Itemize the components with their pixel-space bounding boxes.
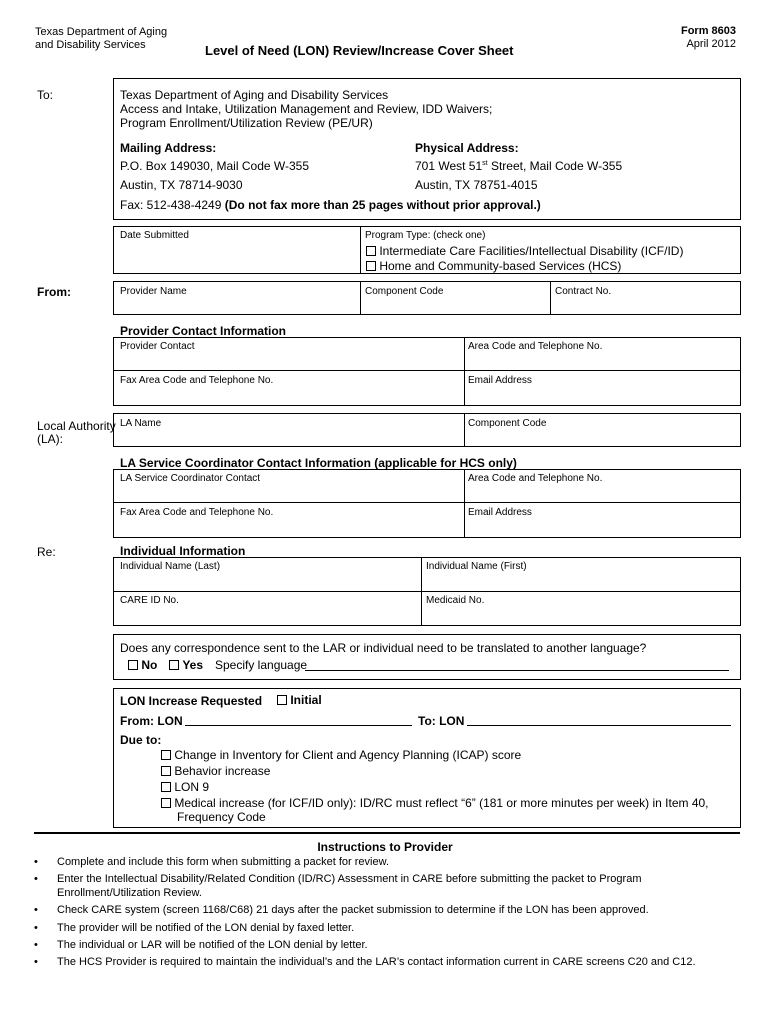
to-label: To: — [37, 88, 54, 102]
to-line2: Access and Intake, Utilization Management and Review, IDD Waivers; — [120, 102, 493, 116]
translation-yes-option[interactable]: Yes — [169, 658, 203, 672]
mailing-line1: P.O. Box 149030, Mail Code W-355 — [120, 159, 309, 173]
from-label: From: — [37, 285, 71, 299]
form-title: Level of Need (LON) Review/Increase Cover Sheet — [205, 43, 514, 58]
due-to-label: Due to: — [120, 733, 162, 747]
icap-checkbox[interactable] — [161, 750, 171, 760]
to-lon-label: To: LON — [418, 714, 465, 728]
individual-info-heading: Individual Information — [120, 544, 246, 558]
provider-name-field[interactable]: Provider Name — [120, 286, 187, 297]
provider-contact-box — [113, 337, 741, 406]
option-icf[interactable]: Intermediate Care Facilities/Intellectual Disability (ICF/ID) — [366, 244, 683, 258]
instruction-item: • The provider will be notified of the LON denial by faxed letter. — [34, 921, 355, 934]
la-coordinator-fax-field[interactable]: Fax Area Code and Telephone No. — [120, 507, 274, 518]
individual-last-name-field[interactable]: Individual Name (Last) — [120, 561, 221, 572]
instruction-item: • The HCS Provider is required to maintain the individual’s and the LAR’s contact information current in CARE screens C20 and C12. — [34, 955, 696, 968]
mailing-line2: Austin, TX 78714-9030 — [120, 178, 243, 192]
la-row-box — [113, 413, 741, 447]
la-name-field[interactable]: LA Name — [120, 418, 162, 429]
option-hcs[interactable]: Home and Community-based Services (HCS) — [366, 259, 621, 273]
physical-line1: 701 West 51st Street, Mail Code W-355 — [415, 159, 623, 173]
translation-question: Does any correspondence sent to the LAR or individual need to be translated to another language? — [120, 641, 647, 655]
icf-checkbox[interactable] — [366, 246, 376, 256]
provider-contact-field[interactable]: Provider Contact — [120, 341, 195, 352]
translation-no-option[interactable]: No — [128, 658, 157, 672]
no-checkbox[interactable] — [128, 660, 138, 670]
instruction-item: • Enter the Intellectual Disability/Related Condition (ID/RC) Assessment in CARE before submitting the packet to Program Enrollment/Utilization Review. — [34, 873, 642, 900]
instruction-item: • The individual or LAR will be notified of the LON denial by letter. — [34, 938, 368, 951]
section-divider — [34, 832, 740, 834]
behavior-option[interactable]: Behavior increase — [161, 764, 270, 778]
lon-increase-heading: LON Increase Requested — [120, 694, 263, 708]
behavior-checkbox[interactable] — [161, 766, 171, 776]
provider-email-field[interactable]: Email Address — [468, 375, 532, 386]
individual-first-name-field[interactable]: Individual Name (First) — [426, 561, 527, 572]
to-line3: Program Enrollment/Utilization Review (PE/UR) — [120, 116, 373, 130]
form-date: April 2012 — [686, 38, 736, 50]
contract-no-field[interactable]: Contract No. — [555, 286, 612, 297]
lon9-checkbox[interactable] — [161, 782, 171, 792]
instructions-title: Instructions to Provider — [317, 840, 453, 854]
physical-address-label: Physical Address: — [415, 141, 519, 155]
la-coordinator-heading: LA Service Coordinator Contact Information (applicable for HCS only) — [120, 456, 517, 470]
yes-checkbox[interactable] — [169, 660, 179, 670]
from-lon-line[interactable] — [185, 725, 412, 726]
to-lon-line[interactable] — [467, 725, 731, 726]
medicaid-no-field[interactable]: Medicaid No. — [426, 595, 485, 606]
instructions-list — [34, 855, 734, 972]
la-component-code-field[interactable]: Component Code — [468, 418, 547, 429]
form-id — [681, 25, 736, 51]
care-id-field[interactable]: CARE ID No. — [120, 595, 179, 606]
program-type-label: Program Type: (check one) — [365, 230, 486, 241]
provider-fax-field[interactable]: Fax Area Code and Telephone No. — [120, 375, 274, 386]
initial-checkbox[interactable] — [277, 695, 287, 705]
provider-phone-field[interactable]: Area Code and Telephone No. — [468, 341, 603, 352]
instruction-item: • Check CARE system (screen 1168/C68) 21 days after the packet submission to determine if the LON has been approved. — [34, 904, 649, 917]
fax-line: Fax: 512-438-4249 (Do not fax more than 25 pages without prior approval.) — [120, 198, 541, 212]
initial-option[interactable]: Initial — [277, 693, 322, 707]
provider-contact-heading: Provider Contact Information — [120, 324, 287, 338]
la-coordinator-email-field[interactable]: Email Address — [468, 507, 532, 518]
physical-line2: Austin, TX 78751-4015 — [415, 178, 538, 192]
provider-component-code-field[interactable]: Component Code — [365, 286, 444, 297]
from-lon-label: From: LON — [120, 714, 183, 728]
agency-line1: Texas Department of Aging — [35, 26, 168, 38]
la-coordinator-phone-field[interactable]: Area Code and Telephone No. — [468, 473, 603, 484]
la-coordinator-contact-field[interactable]: LA Service Coordinator Contact — [120, 473, 261, 484]
la-label: Local Authority (LA): — [37, 419, 116, 446]
form-number: Form 8603 — [680, 25, 736, 37]
medical-checkbox[interactable] — [161, 798, 171, 808]
mailing-address-label: Mailing Address: — [120, 141, 217, 155]
to-line1: Texas Department of Aging and Disability Services — [120, 88, 389, 102]
hcs-checkbox[interactable] — [366, 261, 376, 271]
re-label: Re: — [37, 545, 56, 559]
medical-option-line2: Frequency Code — [177, 810, 266, 824]
icap-option[interactable]: Change in Inventory for Client and Agency Planning (ICAP) score — [161, 748, 521, 762]
lon9-option[interactable]: LON 9 — [161, 780, 209, 794]
to-recipient — [120, 88, 492, 130]
specify-language-line[interactable] — [305, 670, 729, 671]
agency-line2: and Disability Services — [35, 39, 146, 51]
date-submitted-label: Date Submitted — [120, 230, 189, 241]
instruction-item: • Complete and include this form when submitting a packet for review. — [34, 856, 389, 868]
medical-option[interactable]: Medical increase (for ICF/ID only): ID/RC must reflect “6” (181 or more minutes per week) in Item 40, — [161, 796, 709, 810]
specify-language-label: Specify language — [215, 658, 308, 672]
agency-name — [35, 26, 167, 52]
